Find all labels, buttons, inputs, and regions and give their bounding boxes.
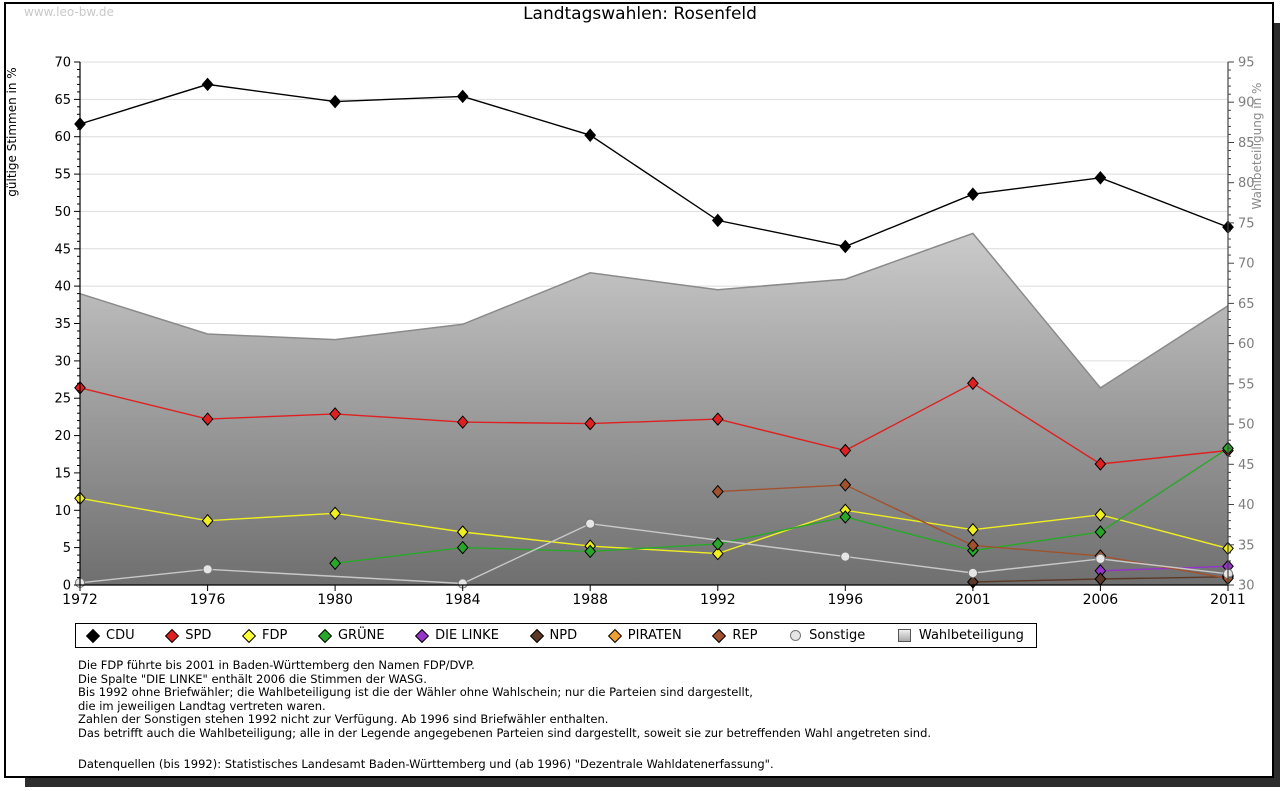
legend-label: Wahlbeteiligung xyxy=(918,628,1024,643)
legend-item-gruene xyxy=(320,628,385,643)
footnote-line: die im jeweiligen Landtag vertreten waren. xyxy=(78,698,326,713)
spd-marker-icon xyxy=(165,628,179,642)
legend-label: SPD xyxy=(185,628,212,643)
legend-item-die-linke xyxy=(417,628,499,643)
legend-item-wahlbeteiligung xyxy=(898,628,1024,643)
svg-text:60: 60 xyxy=(54,130,71,146)
svg-text:65: 65 xyxy=(54,92,71,108)
svg-text:20: 20 xyxy=(54,429,71,445)
legend-label: FDP xyxy=(262,628,288,643)
footnote-source-line: Datenquellen (bis 1992): Statistisches Landesamt Baden-Württemberg und (ab 1996) "Dezentrale Wahldatenerfassung". xyxy=(78,756,774,771)
footnotes xyxy=(78,659,931,771)
svg-text:30: 30 xyxy=(1238,578,1255,594)
legend-label: REP xyxy=(732,628,758,643)
svg-text:35: 35 xyxy=(1238,538,1255,554)
piraten-marker-icon xyxy=(608,628,622,642)
svg-text:30: 30 xyxy=(54,354,71,370)
svg-text:15: 15 xyxy=(54,466,71,482)
legend-label: DIE LINKE xyxy=(435,628,499,643)
svg-text:55: 55 xyxy=(1238,377,1255,393)
svg-text:1980: 1980 xyxy=(317,592,353,608)
site-watermark: www.leo-bw.de xyxy=(24,5,114,19)
svg-text:40: 40 xyxy=(1238,498,1255,513)
svg-text:2001: 2001 xyxy=(955,592,991,608)
svg-text:50: 50 xyxy=(54,204,71,220)
legend-item-sonstige xyxy=(790,628,865,643)
wahlbeteiligung-marker-icon xyxy=(898,629,911,642)
svg-text:1972: 1972 xyxy=(62,592,98,608)
footnote-line: Zahlen der Sonstigen stehen 1992 nicht zur Verfügung. Ab 1996 sind Briefwähler enthalten. xyxy=(78,712,609,727)
svg-text:45: 45 xyxy=(1238,457,1255,473)
svg-text:95: 95 xyxy=(1238,55,1255,71)
svg-text:2006: 2006 xyxy=(1082,592,1119,608)
svg-text:40: 40 xyxy=(54,279,71,295)
svg-text:Wahlbeteiligung in %: Wahlbeteiligung in % xyxy=(1250,82,1264,210)
svg-text:75: 75 xyxy=(1238,216,1255,232)
svg-text:45: 45 xyxy=(54,242,71,258)
svg-text:70: 70 xyxy=(54,55,71,71)
svg-text:2011: 2011 xyxy=(1210,592,1246,608)
svg-text:25: 25 xyxy=(54,391,71,407)
svg-text:50: 50 xyxy=(1238,417,1255,433)
legend-label: GRÜNE xyxy=(337,628,385,643)
footnote-line: Das betrifft auch die Wahlbeteiligung; alle in der Legende angegebenen Parteien sind dargestellt, soweit sie zur betreffenden Wahl angetreten sind. xyxy=(78,725,932,740)
svg-text:5: 5 xyxy=(62,541,71,557)
legend-label: Sonstige xyxy=(809,628,866,643)
legend-item-rep xyxy=(714,628,757,643)
svg-text:85: 85 xyxy=(1238,136,1255,151)
legend-item-fdp xyxy=(244,628,287,643)
footnote-line: Die FDP führte bis 2001 in Baden-Württemberg den Namen FDP/DVP. xyxy=(78,658,475,672)
svg-text:1996: 1996 xyxy=(827,592,864,608)
svg-text:60: 60 xyxy=(1238,337,1255,353)
legend-item-piraten xyxy=(610,628,682,643)
svg-text:1976: 1976 xyxy=(189,592,226,608)
svg-text:gültige Stimmen in %: gültige Stimmen in % xyxy=(5,67,19,197)
svg-text:1984: 1984 xyxy=(444,592,481,608)
legend-item-spd xyxy=(167,628,211,643)
svg-text:1988: 1988 xyxy=(572,592,609,608)
legend-label: CDU xyxy=(106,628,135,643)
svg-text:1992: 1992 xyxy=(699,592,736,608)
svg-text:35: 35 xyxy=(54,317,71,332)
rep-marker-icon xyxy=(712,628,726,642)
legend-item-npd xyxy=(532,628,578,643)
legend xyxy=(75,623,1037,648)
npd-marker-icon xyxy=(529,628,543,642)
sonstige-marker-icon xyxy=(790,630,801,641)
legend-label: PIRATEN xyxy=(627,628,682,643)
svg-text:90: 90 xyxy=(1238,95,1255,111)
gruene-marker-icon xyxy=(318,628,332,642)
die-linke-marker-icon xyxy=(415,628,429,642)
svg-text:70: 70 xyxy=(1238,256,1255,272)
page-title: Landtagswahlen: Rosenfeld xyxy=(523,4,757,24)
svg-text:10: 10 xyxy=(54,503,71,519)
footnote-line: Die Spalte "DIE LINKE" enthält 2006 die Stimmen der WASG. xyxy=(78,671,427,686)
legend-label: NPD xyxy=(549,628,578,643)
legend-item-cdu xyxy=(88,628,135,643)
fdp-marker-icon xyxy=(242,628,256,642)
footnote-line: Bis 1992 ohne Briefwähler; die Wahlbeteiligung ist die der Wähler ohne Wahlschein; nur die Parteien sind dargestellt, xyxy=(78,685,753,700)
svg-text:80: 80 xyxy=(1238,176,1255,192)
cdu-marker-icon xyxy=(86,628,100,642)
svg-text:55: 55 xyxy=(54,167,71,183)
svg-text:0: 0 xyxy=(62,578,71,594)
svg-text:65: 65 xyxy=(1238,296,1255,312)
